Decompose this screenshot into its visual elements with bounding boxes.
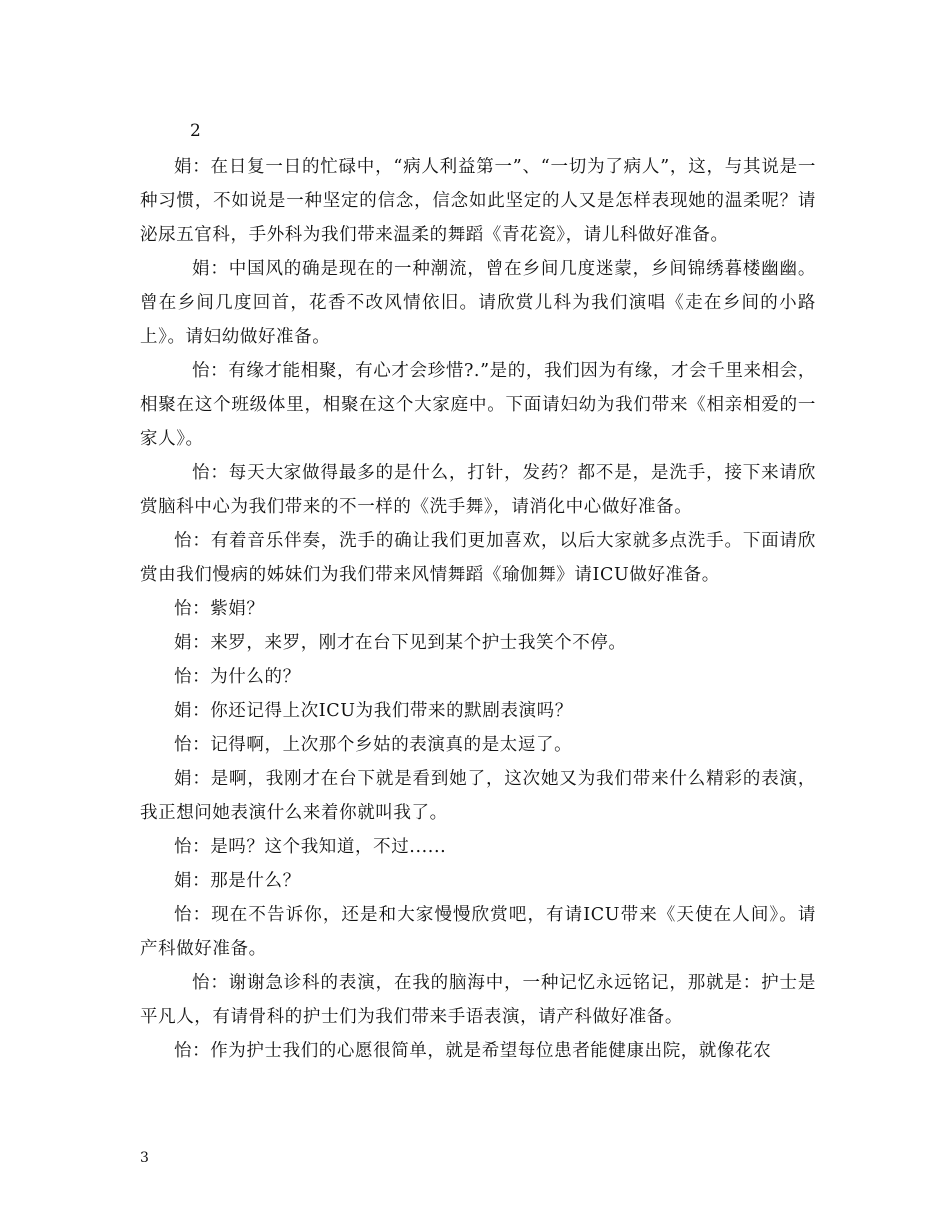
paragraph: 怡：是吗？这个我知道，不过...... xyxy=(174,837,447,857)
paragraph: 怡：作为护士我们的心愿很简单，就是希望每位患者能健康出院，就像花农 xyxy=(174,1041,772,1061)
script-body xyxy=(140,150,816,1068)
paragraph: 娟：是啊，我刚才在台下就是看到她了，这次她又为我们带来什么精彩的表演，我正想问她表演什么来着你就叫我了。 xyxy=(140,769,816,823)
paragraph: 怡：每天大家做得最多的是什么，打针，发药？都不是，是洗手，接下来请欣赏脑科中心为我们带来的不一样的《洗手舞》，请消化中心做好准备。 xyxy=(140,463,816,517)
paragraph: 怡：为什么的？ xyxy=(174,667,301,687)
paragraph: 怡：有缘才能相聚，有心才会珍惜?.”是的，我们因为有缘，才会千里来相会，相聚在这个班级体里，相聚在这个大家庭中。下面请妇幼为我们带来《相亲相爱的一家人》。 xyxy=(140,361,816,449)
page-number-top: 2 xyxy=(190,121,201,141)
paragraph: 怡：记得啊，上次那个乡姑的表演真的是太逗了。 xyxy=(174,735,573,755)
page-number-bottom: 3 xyxy=(140,1150,149,1166)
paragraph: 娟：中国风的确是现在的一种潮流，曾在乡间几度迷蒙，乡间锦绣暮楼幽幽。曾在乡间几度回首，花香不改风情依旧。请欣赏儿科为我们演唱《走在乡间的小路上》。请妇幼做好准备。 xyxy=(140,259,816,347)
paragraph: 怡：现在不告诉你，还是和大家慢慢欣赏吧，有请ICU带来《天使在人间》。请产科做好准备。 xyxy=(140,905,816,959)
paragraph: 怡：紫娟？ xyxy=(174,599,265,619)
paragraph: 娟：你还记得上次ICU为我们带来的默剧表演吗？ xyxy=(174,701,573,721)
paragraph: 娟：那是什么？ xyxy=(174,871,301,891)
paragraph: 怡：谢谢急诊科的表演，在我的脑海中，一种记忆永远铭记，那就是：护士是平凡人，有请骨科的护士们为我们带来手语表演，请产科做好准备。 xyxy=(140,973,816,1027)
paragraph: 娟：在日复一日的忙碌中，“病人利益第一”、“一切为了病人”，这，与其说是一种习惯，不如说是一种坚定的信念，信念如此坚定的人又是怎样表现她的温柔呢？请泌尿五官科，手外科为我们带来温柔的舞蹈《青花瓷》，请儿科做好准备。 xyxy=(140,157,816,245)
paragraph: 怡：有着音乐伴奏，洗手的确让我们更加喜欢，以后大家就多点洗手。下面请欣赏由我们慢病的姊妹们为我们带来风情舞蹈《瑜伽舞》请ICU做好准备。 xyxy=(140,531,816,585)
paragraph: 娟：来罗，来罗，刚才在台下见到某个护士我笑个不停。 xyxy=(174,633,627,653)
